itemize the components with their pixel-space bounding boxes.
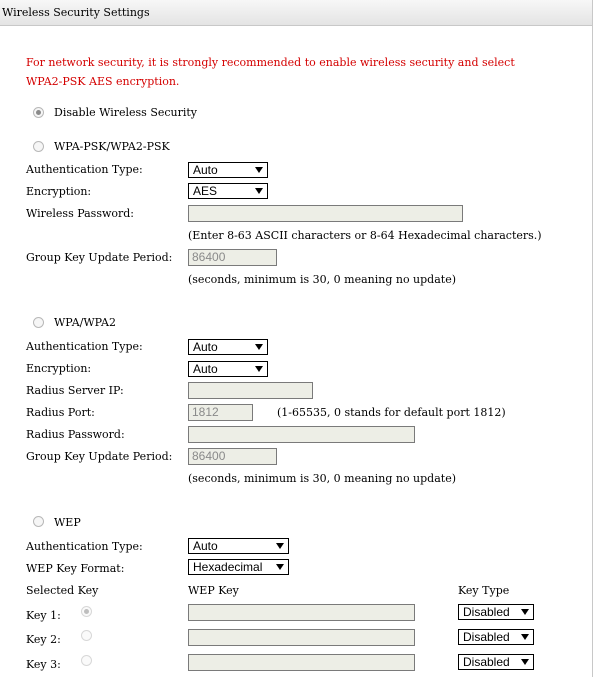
radius-port-input[interactable]: 1812: [188, 404, 253, 421]
key-3-type-value: Disabled: [463, 655, 510, 669]
radius-password-label: Radius Password:: [26, 428, 125, 441]
wpa-psk-radio[interactable]: [33, 141, 44, 152]
key-1-input[interactable]: [188, 604, 415, 621]
key-3-type-select[interactable]: [458, 654, 534, 670]
radius-port-label: Radius Port:: [26, 406, 95, 419]
wpa-psk-encryption-label: Encryption:: [26, 185, 92, 198]
wpa-group-key-input[interactable]: 86400: [188, 448, 277, 465]
disable-security-radio[interactable]: [33, 107, 44, 118]
chevron-down-icon: [255, 167, 263, 173]
wpa-auth-label: Authentication Type:: [26, 340, 143, 353]
chevron-down-icon: [276, 543, 284, 549]
radius-password-input[interactable]: [188, 426, 415, 443]
chevron-down-icon: [276, 564, 284, 570]
key-1-type-select[interactable]: [458, 604, 534, 620]
disable-security-label: Disable Wireless Security: [54, 106, 198, 119]
wpa-psk-auth-value: Auto: [193, 163, 218, 177]
wep-key-header: WEP Key: [188, 584, 239, 597]
chevron-down-icon: [255, 344, 263, 350]
security-warning-line2: WPA2-PSK AES encryption.: [26, 75, 180, 88]
page-title: Wireless Security Settings: [0, 0, 592, 26]
wep-label: WEP: [54, 516, 81, 529]
wep-key-format-select[interactable]: [188, 559, 289, 575]
radius-port-hint: (1-65535, 0 stands for default port 1812): [277, 406, 506, 419]
wep-auth-value: Auto: [193, 539, 218, 553]
chevron-down-icon: [255, 188, 263, 194]
wpa-psk-label: WPA-PSK/WPA2-PSK: [54, 140, 170, 153]
key-3-radio[interactable]: [81, 655, 92, 666]
wpa-auth-value: Auto: [193, 340, 218, 354]
wep-key-format-value: Hexadecimal: [193, 560, 263, 574]
key-1-type-value: Disabled: [463, 605, 510, 619]
wpa-psk-group-key-label: Group Key Update Period:: [26, 251, 173, 264]
wpa-psk-group-key-hint: (seconds, minimum is 30, 0 meaning no update): [188, 273, 457, 286]
key-3-input[interactable]: [188, 654, 415, 671]
key-2-label: Key 2:: [26, 633, 61, 646]
wep-auth-label: Authentication Type:: [26, 540, 143, 553]
chevron-down-icon: [521, 659, 529, 665]
wireless-password-input[interactable]: [188, 205, 463, 222]
selected-key-header: Selected Key: [26, 584, 99, 597]
chevron-down-icon: [521, 634, 529, 640]
wpa-psk-auth-select[interactable]: [188, 162, 268, 178]
wpa-psk-auth-label: Authentication Type:: [26, 163, 143, 176]
wpa-encryption-label: Encryption:: [26, 362, 92, 375]
wireless-password-hint: (Enter 8-63 ASCII characters or 8-64 Hexadecimal characters.): [188, 229, 542, 242]
chevron-down-icon: [255, 366, 263, 372]
wep-radio[interactable]: [33, 516, 44, 527]
wep-key-format-label: WEP Key Format:: [26, 562, 125, 575]
key-type-header: Key Type: [458, 584, 510, 597]
wpa-radio[interactable]: [33, 317, 44, 328]
radius-server-ip-label: Radius Server IP:: [26, 384, 124, 397]
radius-server-ip-input[interactable]: [188, 382, 313, 399]
key-1-radio[interactable]: [81, 606, 92, 617]
wep-auth-select[interactable]: [188, 538, 289, 554]
wpa-encryption-value: Auto: [193, 362, 218, 376]
wpa-group-key-hint: (seconds, minimum is 30, 0 meaning no update): [188, 472, 457, 485]
key-2-input[interactable]: [188, 629, 415, 646]
wpa-auth-select[interactable]: [188, 339, 268, 355]
key-3-label: Key 3:: [26, 658, 61, 671]
wpa-group-key-label: Group Key Update Period:: [26, 450, 173, 463]
chevron-down-icon: [521, 609, 529, 615]
security-warning-line1: For network security, it is strongly recommended to enable wireless security and select: [26, 56, 515, 69]
wireless-password-label: Wireless Password:: [26, 207, 135, 220]
key-2-type-select[interactable]: [458, 629, 534, 645]
key-1-label: Key 1:: [26, 609, 61, 622]
wpa-psk-encryption-select[interactable]: [188, 183, 268, 199]
wpa-encryption-select[interactable]: [188, 361, 268, 377]
wpa-psk-encryption-value: AES: [193, 184, 218, 198]
key-2-type-value: Disabled: [463, 630, 510, 644]
wpa-psk-group-key-input[interactable]: 86400: [188, 249, 277, 266]
key-2-radio[interactable]: [81, 630, 92, 641]
wpa-label: WPA/WPA2: [54, 316, 116, 329]
